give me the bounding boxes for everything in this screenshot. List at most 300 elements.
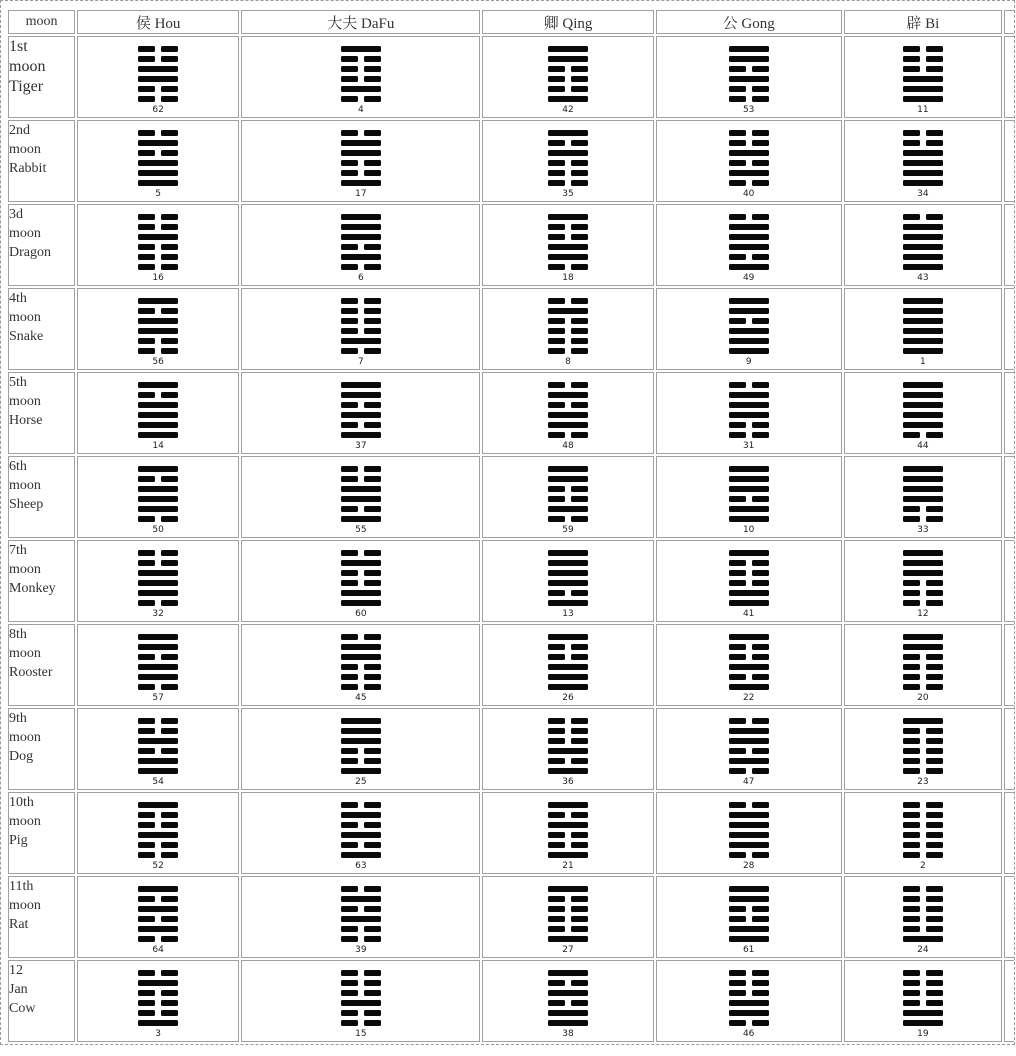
hexagram-broken-line-segment <box>161 214 178 220</box>
hexagram-broken-line-segment <box>903 130 920 136</box>
hexagram-broken-line-segment <box>752 86 769 92</box>
hexagram-broken-line-segment <box>903 970 920 976</box>
hexagram-broken-line-segment <box>752 96 769 102</box>
hexagram-icon <box>902 460 944 524</box>
hexagram-broken-line-segment <box>903 896 920 902</box>
hexagram-solid-line <box>138 66 178 72</box>
hexagram-solid-line <box>548 130 588 136</box>
hexagram-broken-line-segment <box>138 600 155 606</box>
hexagram-icon <box>137 964 179 1028</box>
hexagram-icon <box>547 40 589 104</box>
hexagram-broken-line-segment <box>161 56 178 62</box>
hexagram-broken-line-segment <box>364 970 381 976</box>
hexagram-cell <box>482 120 653 202</box>
hexagram-icon <box>137 712 179 776</box>
hexagram-broken-line-segment <box>364 822 381 828</box>
hexagram-broken-line-segment <box>161 822 178 828</box>
hexagram-number: 13 <box>562 609 574 619</box>
hexagram-cell <box>241 876 480 958</box>
hexagram-cell <box>77 624 239 706</box>
hexagram-broken-line-segment <box>903 926 920 932</box>
hexagram-broken-line-segment <box>903 46 920 52</box>
hexagram-broken-line-segment <box>161 308 178 314</box>
hexagram-solid-line <box>138 382 178 388</box>
hexagram-broken-line-segment <box>138 254 155 260</box>
hexagram-broken-line-segment <box>138 560 155 566</box>
hexagram-broken-line-segment <box>161 916 178 922</box>
hexagram-cell <box>482 456 653 538</box>
hexagram-solid-line <box>138 674 178 680</box>
hexagram-number: 38 <box>562 1029 574 1039</box>
hexagram-solid-line <box>548 214 588 220</box>
hexagram-broken-line-segment <box>729 802 746 808</box>
hexagram-broken-line-segment <box>571 382 588 388</box>
hexagram-broken-line-segment <box>752 140 769 146</box>
hexagram-solid-line <box>729 224 769 230</box>
moon-label-line: Sheep <box>9 497 44 512</box>
hexagram-number: 9 <box>745 357 752 367</box>
hexagram-broken-line-segment <box>161 812 178 818</box>
hexagram-solid-line <box>138 234 178 240</box>
moon-label-line: Monkey <box>9 581 56 596</box>
table-row <box>8 540 1015 622</box>
hexagram-broken-line-segment <box>341 684 358 690</box>
hexagram-broken-line-segment <box>341 328 358 334</box>
moon-label <box>8 708 75 790</box>
hexagram-solid-line <box>729 936 769 942</box>
hexagram-solid-line <box>729 392 769 398</box>
hexagram-broken-line-segment <box>903 580 920 586</box>
hexagram-broken-line-segment <box>548 234 565 240</box>
hexagram-solid-line <box>903 718 943 724</box>
hexagram-cell <box>844 792 1002 874</box>
hexagram-solid-line <box>548 886 588 892</box>
hexagram-broken-line-segment <box>571 832 588 838</box>
hexagram-broken-line-segment <box>138 1000 155 1006</box>
hexagram-cell <box>77 708 239 790</box>
hexagram-number: 45 <box>355 693 367 703</box>
hexagram-solid-line <box>729 150 769 156</box>
hexagram-broken-line-segment <box>548 496 565 502</box>
hexagram-broken-line-segment <box>341 570 358 576</box>
hexagram-number: 59 <box>562 525 574 535</box>
hexagram-solid-line <box>729 466 769 472</box>
hexagram-broken-line-segment <box>341 308 358 314</box>
hexagram-solid-line <box>138 580 178 586</box>
hexagram-solid-line <box>138 466 178 472</box>
hexagram-icon <box>137 796 179 860</box>
hexagram-number: 39 <box>355 945 367 955</box>
hexagram-solid-line <box>903 644 943 650</box>
hexagram-broken-line-segment <box>161 936 178 942</box>
hexagram-solid-line <box>138 180 178 186</box>
hexagram-broken-line-segment <box>341 664 358 670</box>
hexagram-broken-line-segment <box>926 214 943 220</box>
hexagram-broken-line-segment <box>729 674 746 680</box>
hexagram-broken-line-segment <box>571 1000 588 1006</box>
hexagram-cell <box>844 288 1002 370</box>
hexagram-broken-line-segment <box>161 476 178 482</box>
header-moon: moon <box>8 10 75 34</box>
hexagram-cell <box>656 120 842 202</box>
extra-cell <box>1004 204 1015 286</box>
hexagram-broken-line-segment <box>161 600 178 606</box>
hexagram-broken-line-segment <box>903 738 920 744</box>
hexagram-cell <box>77 792 239 874</box>
hexagram-broken-line-segment <box>548 338 565 344</box>
header-row <box>8 10 1015 34</box>
hexagram-broken-line-segment <box>926 432 943 438</box>
hexagram-number: 62 <box>152 105 164 115</box>
hexagram-solid-line <box>341 254 381 260</box>
hexagram-solid-line <box>729 402 769 408</box>
hexagram-broken-line-segment <box>729 66 746 72</box>
hexagram-number: 4 <box>357 105 364 115</box>
hexagram-solid-line <box>903 180 943 186</box>
hexagram-broken-line-segment <box>341 758 358 764</box>
hexagram-broken-line-segment <box>161 1010 178 1016</box>
hexagram-solid-line <box>903 150 943 156</box>
table-row <box>8 120 1015 202</box>
hexagram-broken-line-segment <box>903 748 920 754</box>
hexagram-number: 6 <box>357 273 364 283</box>
hexagram-broken-line-segment <box>161 264 178 270</box>
hexagram-solid-line <box>341 812 381 818</box>
hexagram-solid-line <box>903 308 943 314</box>
hexagram-icon <box>340 544 382 608</box>
hexagram-icon <box>728 796 770 860</box>
hexagram-broken-line-segment <box>364 550 381 556</box>
hexagram-broken-line-segment <box>548 654 565 660</box>
hexagram-solid-line <box>729 1000 769 1006</box>
hexagram-solid-line <box>729 298 769 304</box>
hexagram-broken-line-segment <box>548 926 565 932</box>
hexagram-cell <box>656 36 842 118</box>
hexagram-broken-line-segment <box>571 486 588 492</box>
hexagram-solid-line <box>138 170 178 176</box>
hexagram-broken-line-segment <box>341 674 358 680</box>
hexagram-number: 61 <box>742 945 755 955</box>
hexagram-broken-line-segment <box>903 56 920 62</box>
hexagram-solid-line <box>729 234 769 240</box>
hexagram-broken-line-segment <box>729 644 746 650</box>
hexagram-solid-line <box>548 802 588 808</box>
hexagram-broken-line-segment <box>926 886 943 892</box>
hexagram-broken-line-segment <box>926 664 943 670</box>
hexagram-number: 7 <box>357 357 364 367</box>
hexagram-broken-line-segment <box>571 738 588 744</box>
hexagram-solid-line <box>341 738 381 744</box>
hexagram-number: 33 <box>917 525 929 535</box>
hexagram-solid-line <box>729 896 769 902</box>
hexagram-solid-line <box>729 822 769 828</box>
hexagram-broken-line-segment <box>341 936 358 942</box>
hexagram-icon <box>340 208 382 272</box>
hexagram-broken-line-segment <box>364 130 381 136</box>
hexagram-broken-line-segment <box>571 590 588 596</box>
moon-label-line: moon <box>9 142 41 157</box>
hexagram-cell <box>656 876 842 958</box>
hexagram-number: 47 <box>742 777 755 787</box>
hexagram-broken-line-segment <box>138 516 155 522</box>
moon-label <box>8 36 75 118</box>
hexagram-icon <box>340 880 382 944</box>
hexagram-number: 15 <box>355 1029 367 1039</box>
hexagram-broken-line-segment <box>571 896 588 902</box>
hexagram-broken-line-segment <box>364 980 381 986</box>
extra-cell <box>1004 624 1015 706</box>
hexagram-solid-line <box>903 264 943 270</box>
hexagram-broken-line-segment <box>729 496 746 502</box>
hexagram-broken-line-segment <box>752 496 769 502</box>
hexagram-broken-line-segment <box>364 76 381 82</box>
hexagram-number: 54 <box>152 777 164 787</box>
hexagram-broken-line-segment <box>364 56 381 62</box>
hexagram-solid-line <box>548 308 588 314</box>
hexagram-broken-line-segment <box>752 580 769 586</box>
hexagram-broken-line-segment <box>752 654 769 660</box>
hexagram-broken-line-segment <box>926 56 943 62</box>
hexagram-broken-line-segment <box>926 842 943 848</box>
hexagram-number: 43 <box>917 273 929 283</box>
hexagram-solid-line <box>138 926 178 932</box>
hexagram-broken-line-segment <box>341 476 358 482</box>
hexagram-broken-line-segment <box>571 718 588 724</box>
hexagram-broken-line-segment <box>138 130 155 136</box>
hexagram-cell <box>77 372 239 454</box>
hexagram-broken-line-segment <box>752 66 769 72</box>
hexagram-number: 5 <box>155 189 161 199</box>
hexagram-solid-line <box>138 496 178 502</box>
hexagram-cell <box>844 624 1002 706</box>
hexagram-broken-line-segment <box>926 802 943 808</box>
hexagram-broken-line-segment <box>161 46 178 52</box>
hexagram-solid-line <box>138 906 178 912</box>
hexagram-broken-line-segment <box>548 738 565 744</box>
hexagram-solid-line <box>138 634 178 640</box>
hexagram-solid-line <box>341 600 381 606</box>
extra-cell <box>1004 792 1015 874</box>
hexagram-solid-line <box>138 802 178 808</box>
hexagram-broken-line-segment <box>341 926 358 932</box>
hexagram-broken-line-segment <box>926 906 943 912</box>
hexagram-broken-line-segment <box>341 1010 358 1016</box>
hexagram-solid-line <box>138 76 178 82</box>
hexagram-solid-line <box>903 402 943 408</box>
hexagram-broken-line-segment <box>903 842 920 848</box>
hexagram-broken-line-segment <box>903 852 920 858</box>
hexagram-cell <box>77 36 239 118</box>
hexagram-broken-line-segment <box>548 980 565 986</box>
hexagram-broken-line-segment <box>364 308 381 314</box>
hexagram-solid-line <box>903 422 943 428</box>
hexagram-broken-line-segment <box>752 382 769 388</box>
hexagram-broken-line-segment <box>571 298 588 304</box>
hexagram-solid-line <box>729 634 769 640</box>
hexagram-broken-line-segment <box>752 906 769 912</box>
hexagram-number: 64 <box>152 945 164 955</box>
hexagram-broken-line-segment <box>729 382 746 388</box>
table-row <box>8 960 1015 1042</box>
hexagram-icon <box>902 124 944 188</box>
hexagram-broken-line-segment <box>364 1010 381 1016</box>
hexagram-solid-line <box>903 328 943 334</box>
hexagram-solid-line <box>729 76 769 82</box>
hexagram-solid-line <box>138 486 178 492</box>
hexagram-broken-line-segment <box>548 812 565 818</box>
extra-cell <box>1004 288 1015 370</box>
hexagram-broken-line-segment <box>364 264 381 270</box>
hexagram-solid-line <box>341 338 381 344</box>
hexagram-solid-line <box>903 170 943 176</box>
hexagram-broken-line-segment <box>341 264 358 270</box>
hexagram-solid-line <box>729 926 769 932</box>
moon-label <box>8 540 75 622</box>
hexagram-broken-line-segment <box>729 718 746 724</box>
hexagram-broken-line-segment <box>903 758 920 764</box>
hexagram-solid-line <box>548 412 588 418</box>
moon-label <box>8 624 75 706</box>
hexagram-solid-line <box>341 46 381 52</box>
hexagram-broken-line-segment <box>752 160 769 166</box>
moon-label <box>8 792 75 874</box>
moon-label-line: 10th <box>9 795 34 810</box>
hexagram-broken-line-segment <box>364 936 381 942</box>
hexagram-solid-line <box>138 412 178 418</box>
hexagram-solid-line <box>341 852 381 858</box>
hexagram-broken-line-segment <box>341 160 358 166</box>
hexagram-solid-line <box>729 338 769 344</box>
hexagram-icon <box>137 880 179 944</box>
hexagram-solid-line <box>729 886 769 892</box>
hexagram-icon <box>547 376 589 440</box>
moon-label-line: 11th <box>9 879 34 894</box>
hexagram-broken-line-segment <box>926 684 943 690</box>
moon-label-line: Tiger <box>9 78 44 95</box>
hexagram-broken-line-segment <box>161 684 178 690</box>
hexagram-solid-line <box>138 758 178 764</box>
hexagram-icon <box>340 292 382 356</box>
hexagram-solid-line <box>903 570 943 576</box>
hexagram-number: 3 <box>155 1029 161 1039</box>
hexagram-broken-line-segment <box>548 402 565 408</box>
hexagram-icon <box>547 796 589 860</box>
hexagram-broken-line-segment <box>364 906 381 912</box>
hexagram-broken-line-segment <box>729 214 746 220</box>
hexagram-number: 48 <box>562 441 574 451</box>
hexagram-solid-line <box>729 832 769 838</box>
hexagram-broken-line-segment <box>161 896 178 902</box>
hexagram-solid-line <box>548 748 588 754</box>
hexagram-broken-line-segment <box>903 990 920 996</box>
hexagram-cell <box>241 120 480 202</box>
hexagram-broken-line-segment <box>752 180 769 186</box>
hexagram-broken-line-segment <box>903 654 920 660</box>
hexagram-cell <box>482 372 653 454</box>
hexagram-solid-line <box>138 298 178 304</box>
hexagram-solid-line <box>341 234 381 240</box>
hexagram-solid-line <box>729 412 769 418</box>
moon-label-line: Rooster <box>9 665 53 680</box>
hexagram-solid-line <box>548 392 588 398</box>
moon-label-line: 9th <box>9 711 27 726</box>
hexagram-number: 20 <box>917 693 929 703</box>
hexagram-broken-line-segment <box>903 684 920 690</box>
moon-label-line: moon <box>9 394 41 409</box>
hexagram-solid-line <box>903 392 943 398</box>
hexagram-number: 27 <box>562 945 574 955</box>
hexagram-broken-line-segment <box>571 926 588 932</box>
hexagram-broken-line-segment <box>926 506 943 512</box>
hexagram-cell <box>241 540 480 622</box>
hexagram-cell <box>656 372 842 454</box>
hexagram-broken-line-segment <box>138 990 155 996</box>
hexagram-icon <box>137 628 179 692</box>
hexagram-number: 49 <box>742 273 755 283</box>
hexagram-broken-line-segment <box>138 348 155 354</box>
hexagram-cell <box>77 204 239 286</box>
hexagram-broken-line-segment <box>341 550 358 556</box>
hexagram-broken-line-segment <box>161 550 178 556</box>
hexagram-number: 17 <box>355 189 367 199</box>
table-row <box>8 624 1015 706</box>
hexagram-broken-line-segment <box>161 86 178 92</box>
hexagram-solid-line <box>903 550 943 556</box>
hexagram-broken-line-segment <box>903 214 920 220</box>
hexagram-broken-line-segment <box>571 234 588 240</box>
hexagram-broken-line-segment <box>752 644 769 650</box>
hexagram-cell <box>241 960 480 1042</box>
hexagram-broken-line-segment <box>571 842 588 848</box>
hexagram-solid-line <box>548 822 588 828</box>
hexagram-number: 2 <box>919 861 926 871</box>
hexagram-broken-line-segment <box>752 916 769 922</box>
header-gong: 公 Gong <box>656 10 842 34</box>
hexagram-icon <box>728 124 770 188</box>
hexagram-cell <box>482 960 653 1042</box>
hexagram-solid-line <box>548 684 588 690</box>
hexagram-icon <box>728 964 770 1028</box>
moon-label-line: Rabbit <box>9 161 47 176</box>
hexagram-cell <box>241 372 480 454</box>
hexagram-broken-line-segment <box>364 664 381 670</box>
extra-cell <box>1004 540 1015 622</box>
table-body <box>8 36 1015 1042</box>
hexagram-solid-line <box>138 506 178 512</box>
hexagram-broken-line-segment <box>752 768 769 774</box>
hexagram-cell <box>241 288 480 370</box>
hexagram-broken-line-segment <box>752 970 769 976</box>
hexagram-broken-line-segment <box>903 802 920 808</box>
hexagram-number: 1 <box>919 357 926 367</box>
hexagram-icon <box>340 796 382 860</box>
hexagram-cell <box>77 960 239 1042</box>
hexagram-broken-line-segment <box>138 916 155 922</box>
hexagram-broken-line-segment <box>548 896 565 902</box>
moon-label-line: 5th <box>9 375 27 390</box>
hexagram-broken-line-segment <box>161 516 178 522</box>
hexagram-broken-line-segment <box>548 590 565 596</box>
hexagram-broken-line-segment <box>341 298 358 304</box>
hexagram-solid-line <box>903 1020 943 1026</box>
hexagram-solid-line <box>903 160 943 166</box>
moon-label-line: moon <box>9 310 41 325</box>
hexagram-broken-line-segment <box>161 654 178 660</box>
hexagram-solid-line <box>341 916 381 922</box>
hexagram-solid-line <box>341 86 381 92</box>
hexagram-icon <box>137 376 179 440</box>
hexagram-cell <box>844 204 1002 286</box>
